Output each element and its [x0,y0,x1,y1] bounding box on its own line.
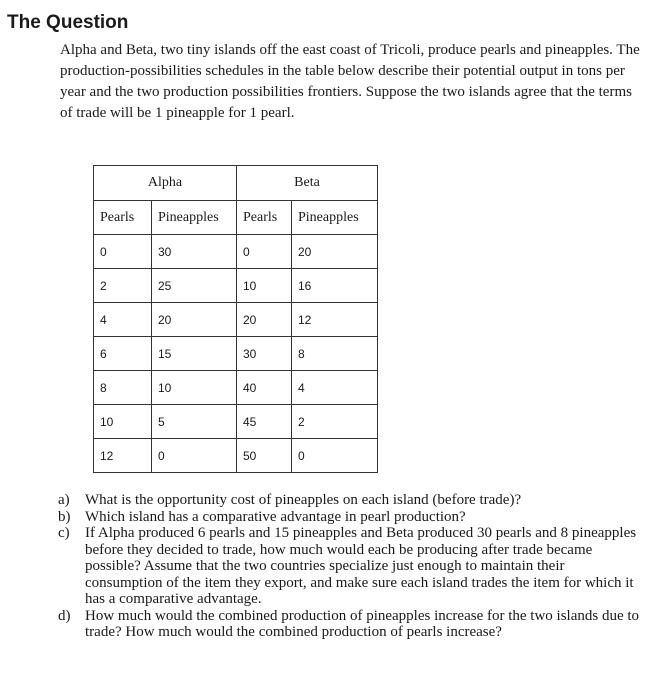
table-cell: 20 [152,303,237,337]
group-header-beta: Beta [237,166,378,201]
table-cell: 6 [94,337,152,371]
table-cell: 12 [94,439,152,473]
table-row [94,269,378,303]
table-cell: 40 [237,371,292,405]
table-column-header-row [94,201,378,235]
table-cell: 30 [152,235,237,269]
table-cell: 2 [94,269,152,303]
question-list [58,492,643,641]
question-label: d) [58,607,71,624]
table-cell: 10 [237,269,292,303]
table-cell: 20 [237,303,292,337]
table-cell: 10 [94,405,152,439]
table-row [94,337,378,371]
intro-paragraph: Alpha and Beta, two tiny islands off the east coast of Tricoli, produce pearls and pineapples. The production-possibilities schedules in the table below describe their potential output in tons per year and the two production possibilities frontiers. Suppose the two islands agree that the terms of trade will be 1 pineapple for 1 pearl. [60,42,640,121]
table-cell: 8 [94,371,152,405]
table-cell: 15 [152,337,237,371]
table-cell: 0 [94,235,152,269]
table-cell: 8 [292,337,378,371]
question-text: Which island has a comparative advantage in pearl production? [85,508,466,525]
question-label: c) [58,525,70,541]
table-cell: 50 [237,439,292,473]
question-text: How much would the combined production of pineapples increase for the two islands due to trade? How much would the combined production of pearls increase? [85,607,640,640]
table-row [94,371,378,405]
table-cell: 4 [94,303,152,337]
table-row [94,303,378,337]
question-item-a [58,492,643,509]
question-item-d [58,608,643,641]
table-cell: 12 [292,303,378,337]
question-text: If Alpha produced 6 pearls and 15 pineapples and Beta produced 30 pearls and 8 pineapples before they decided to trade, how much would each be producing after trade became possible? Assume that the two countries specialize just enough to maintain their consumption of the item they export, and make sure each island trades the item for which it has a comparative advantage. [85,525,637,607]
table-body [94,235,378,473]
question-item-b [58,509,643,526]
table-row [94,235,378,269]
production-possibilities-table [93,165,378,473]
table-cell: 20 [292,235,378,269]
column-header-alpha-pearls: Pearls [94,201,152,235]
column-header-beta-pineapples: Pineapples [292,201,378,235]
table-cell: 30 [237,337,292,371]
table-row [94,439,378,473]
column-header-alpha-pineapples: Pineapples [152,201,237,235]
table-cell: 4 [292,371,378,405]
table-group-header-row [94,166,378,201]
question-label: b) [58,508,71,525]
table-cell: 5 [152,405,237,439]
table-cell: 45 [237,405,292,439]
question-label: a) [58,492,70,508]
question-item-c [58,525,643,608]
question-text: What is the opportunity cost of pineapples on each island (before trade)? [85,492,522,508]
table-cell: 10 [152,371,237,405]
table-row [94,405,378,439]
table-cell: 0 [292,439,378,473]
table-cell: 25 [152,269,237,303]
table-cell: 16 [292,269,378,303]
table-cell: 0 [152,439,237,473]
question-heading: The Question [7,12,129,33]
table-cell: 0 [237,235,292,269]
group-header-alpha: Alpha [94,166,237,201]
column-header-beta-pearls: Pearls [237,201,292,235]
table-cell: 2 [292,405,378,439]
